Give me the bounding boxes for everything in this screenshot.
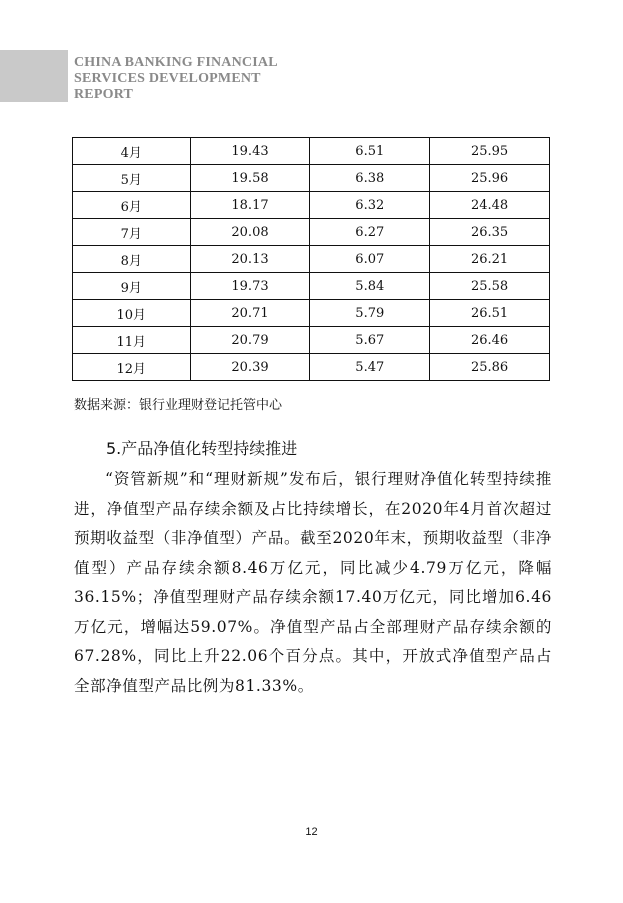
month-cell: 11月 (73, 327, 191, 354)
table-row (73, 138, 550, 165)
value-cell: 18.17 (190, 192, 310, 219)
table-row (73, 327, 550, 354)
value-cell: 6.38 (310, 165, 430, 192)
month-cell: 4月 (73, 138, 191, 165)
value-cell: 25.96 (430, 165, 550, 192)
value-cell: 5.47 (310, 354, 430, 381)
table-row (73, 219, 550, 246)
report-header-title (74, 55, 334, 103)
table-row (73, 165, 550, 192)
month-cell: 12月 (73, 354, 191, 381)
header-decor-block (0, 50, 68, 102)
table-row (73, 273, 550, 300)
month-cell: 9月 (73, 273, 191, 300)
value-cell: 19.58 (190, 165, 310, 192)
header-line: SERVICES DEVELOPMENT (74, 71, 261, 86)
value-cell: 20.71 (190, 300, 310, 327)
value-cell: 5.84 (310, 273, 430, 300)
value-cell: 20.39 (190, 354, 310, 381)
value-cell: 26.21 (430, 246, 550, 273)
month-cell: 5月 (73, 165, 191, 192)
value-cell: 6.27 (310, 219, 430, 246)
page-number: 12 (305, 826, 318, 838)
value-cell: 20.13 (190, 246, 310, 273)
month-cell: 10月 (73, 300, 191, 327)
month-cell: 7月 (73, 219, 191, 246)
body-paragraph: “资管新规”和“理财新规”发布后，银行理财净值化转型持续推进，净值型产品存续余额及占比持续增长，在2020年4月首次超过预期收益型（非净值型）产品。截至2020年末，预期收益型（非净值型）产品存续余额8.46万亿元，同比减少4.79万亿元，降幅36.15%；净值型理财产品存续余额17.40万亿元，同比增加6.46万亿元，增幅达59.07%。净值型产品占全部理财产品存续余额的67.28%，同比上升22.06个百分点。其中，开放式净值型产品占全部净值型产品比例为81.33%。 (74, 470, 552, 695)
value-cell: 25.58 (430, 273, 550, 300)
data-table (72, 137, 550, 381)
section-heading: 5.产品净值化转型持续推进 (106, 439, 298, 458)
value-cell: 25.86 (430, 354, 550, 381)
value-cell: 25.95 (430, 138, 550, 165)
value-cell: 5.67 (310, 327, 430, 354)
value-cell: 20.79 (190, 327, 310, 354)
header-line: CHINA BANKING FINANCIAL (74, 55, 278, 70)
value-cell: 6.07 (310, 246, 430, 273)
table-row (73, 192, 550, 219)
header-line: REPORT (74, 87, 134, 102)
month-cell: 8月 (73, 246, 191, 273)
value-cell: 6.32 (310, 192, 430, 219)
value-cell: 6.51 (310, 138, 430, 165)
value-cell: 26.46 (430, 327, 550, 354)
value-cell: 26.35 (430, 219, 550, 246)
value-cell: 24.48 (430, 192, 550, 219)
value-cell: 19.43 (190, 138, 310, 165)
data-source-note: 数据来源：银行业理财登记托管中心 (74, 398, 283, 413)
value-cell: 20.08 (190, 219, 310, 246)
value-cell: 26.51 (430, 300, 550, 327)
table-row (73, 246, 550, 273)
value-cell: 5.79 (310, 300, 430, 327)
month-cell: 6月 (73, 192, 191, 219)
value-cell: 19.73 (190, 273, 310, 300)
table-row (73, 354, 550, 381)
table-row (73, 300, 550, 327)
